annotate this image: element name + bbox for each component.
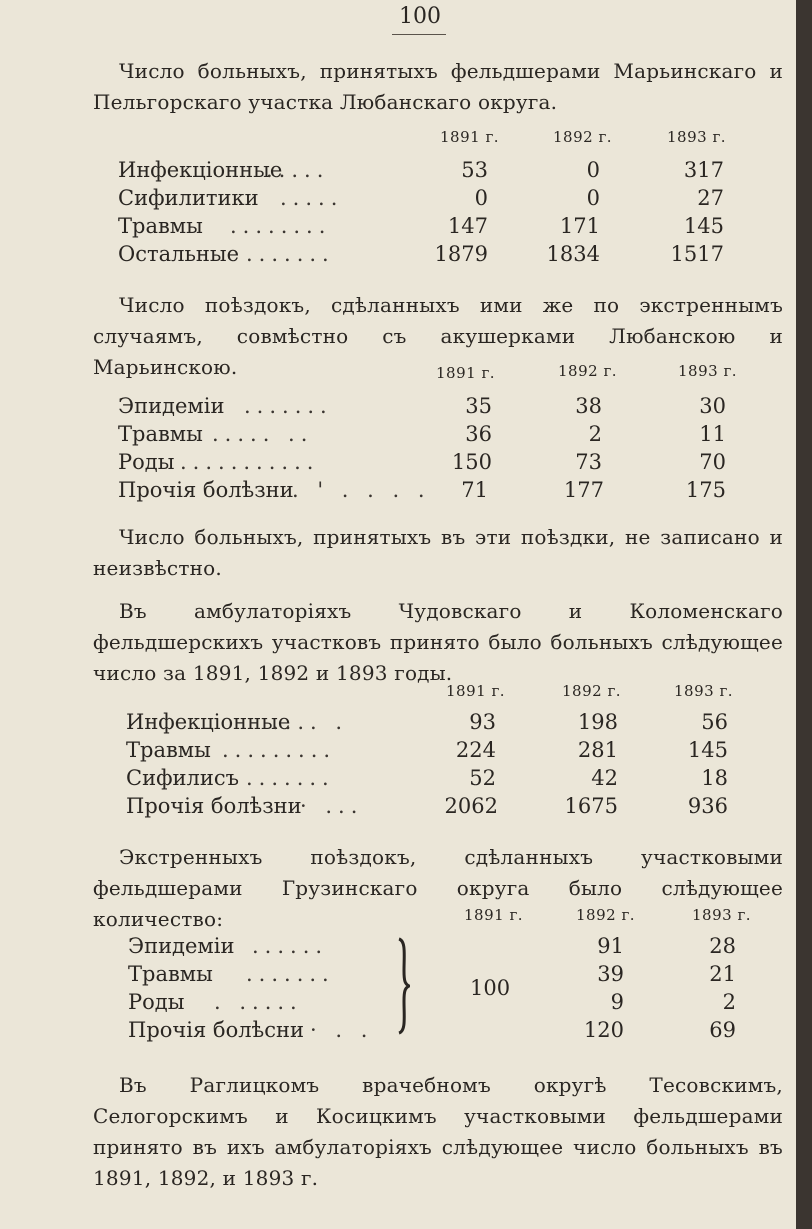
table-row	[0, 766, 796, 794]
cell-value: 18	[701, 766, 728, 790]
year-header: 1893 г.	[667, 128, 727, 146]
leader-dots: ......	[252, 934, 329, 958]
year-header: 1891 г.	[436, 364, 496, 382]
row-label: Травмы	[126, 738, 211, 762]
table-row	[0, 738, 796, 766]
cell-value: 2062	[444, 794, 498, 818]
leader-dots: · ...	[300, 794, 364, 818]
cell-value: 1879	[434, 242, 488, 266]
table-row	[0, 710, 796, 738]
year-header: 1892 г.	[558, 362, 618, 380]
row-label: Прочія болѣзни	[126, 794, 302, 818]
table-row	[0, 214, 796, 242]
cell-value: 27	[697, 186, 724, 210]
cell-value: 42	[591, 766, 618, 790]
page-number-rule	[392, 34, 446, 35]
cell-value: 30	[699, 394, 726, 418]
cell-value: 1834	[546, 242, 600, 266]
table-row	[0, 158, 796, 186]
cell-value: 145	[687, 738, 728, 762]
page-number: 100	[399, 4, 441, 29]
cell-value: 28	[709, 934, 736, 958]
cell-value: 145	[683, 214, 724, 238]
leader-dots: ...........	[180, 450, 320, 474]
leader-dots: .....	[280, 186, 344, 210]
cell-value: 35	[465, 394, 492, 418]
table-row	[0, 422, 796, 450]
cell-value: 1675	[564, 794, 618, 818]
cell-value: 317	[683, 158, 724, 182]
cell-value: 71	[461, 478, 488, 502]
cell-value: 0	[586, 158, 600, 182]
page-edge	[796, 0, 812, 1229]
paragraph-2: Число поѣздокъ, сдѣланныхъ ими же по экстреннымъ случаямъ, совмѣстно съ акушерками Любанскою и Марьинскою.	[93, 293, 783, 379]
cell-value: 224	[455, 738, 496, 762]
year-header: 1892 г.	[553, 128, 613, 146]
row-label: Эпидеміи	[128, 934, 235, 958]
year-header: 1891 г.	[446, 682, 506, 700]
cell-value: 52	[469, 766, 496, 790]
paragraph-1: Число больныхъ, принятыхъ фельдшерами Марьинскаго и Пельгорскаго участка Любанскаго округа.	[93, 59, 783, 114]
leader-dots: .........	[222, 738, 337, 762]
cell-value: 53	[461, 158, 488, 182]
row-label: Инфекціонные	[118, 158, 283, 182]
year-header: 1893 г.	[674, 682, 734, 700]
cell-value: 73	[575, 450, 602, 474]
cell-value: 936	[687, 794, 728, 818]
cell-value: 21	[709, 962, 736, 986]
leader-dots: · . .	[310, 1018, 374, 1042]
cell-value: 175	[685, 478, 726, 502]
paragraph-4: Въ амбулаторіяхъ Чудовскаго и Коломенскаго фельдшерскихъ участковъ принято было больныхъ слѣдующее число за 1891, 1892 и 1893 годы.	[93, 599, 783, 685]
row-label: Травмы	[118, 214, 203, 238]
cell-value: 1517	[670, 242, 724, 266]
row-label: Инфекціонные	[126, 710, 291, 734]
brace-icon	[396, 937, 410, 1035]
table-row	[0, 242, 796, 270]
cell-value: 150	[451, 450, 492, 474]
table-row	[0, 794, 796, 822]
cell-value: 281	[577, 738, 618, 762]
cell-value: 120	[583, 1018, 624, 1042]
cell-value: 2	[588, 422, 602, 446]
cell-value: 38	[575, 394, 602, 418]
row-label: Травмы	[128, 962, 213, 986]
leader-dots: ..... ..	[212, 422, 314, 446]
cell-value: 93	[469, 710, 496, 734]
row-label: Роды	[118, 450, 175, 474]
year-header: 1891 г.	[464, 906, 524, 924]
leader-dots: .......	[246, 766, 335, 790]
row-label: Прочія болѣзни	[118, 478, 294, 502]
row-label: Остальные	[118, 242, 240, 266]
row-label: Сифилитики	[118, 186, 259, 210]
cell-value: 70	[699, 450, 726, 474]
table-row	[0, 394, 796, 422]
cell-value: 39	[597, 962, 624, 986]
cell-value: 36	[465, 422, 492, 446]
table-row	[0, 478, 796, 506]
leader-dots: .......	[246, 962, 335, 986]
cell-value: 0	[586, 186, 600, 210]
merged-1891-value: 100	[470, 976, 511, 1000]
row-label: Сифилисъ	[126, 766, 239, 790]
leader-dots: . .....	[214, 990, 303, 1014]
cell-value: 2	[722, 990, 736, 1014]
cell-value: 147	[447, 214, 488, 238]
row-label: Эпидеміи	[118, 394, 225, 418]
leader-dots: .... .	[272, 710, 349, 734]
row-label: Прочія болѣсни	[128, 1018, 304, 1042]
paragraph-6: Въ Раглицкомъ врачебномъ округѣ Тесовскимъ, Селогорскимъ и Косицкимъ участковыми фельдшерами принято въ ихъ амбулаторіяхъ слѣдующее число больныхъ въ 1891, 1892, и 1893 г.	[93, 1073, 783, 1190]
year-header: 1892 г.	[562, 682, 622, 700]
table-row	[0, 450, 796, 478]
row-label: Роды	[128, 990, 185, 1014]
cell-value: 69	[709, 1018, 736, 1042]
year-header: 1893 г.	[692, 906, 752, 924]
cell-value: 177	[563, 478, 604, 502]
cell-value: 11	[699, 422, 726, 446]
row-label: Травмы	[118, 422, 203, 446]
cell-value: 56	[701, 710, 728, 734]
year-header: 1892 г.	[576, 906, 636, 924]
leader-dots: . ' . . . .	[292, 478, 431, 502]
year-header: 1893 г.	[678, 362, 738, 380]
year-header: 1891 г.	[440, 128, 500, 146]
leader-dots: ........	[230, 214, 332, 238]
cell-value: 91	[597, 934, 624, 958]
cell-value: 0	[474, 186, 488, 210]
leader-dots: .......	[246, 242, 335, 266]
cell-value: 198	[577, 710, 618, 734]
table-row	[0, 186, 796, 214]
leader-dots: .......	[244, 394, 333, 418]
leader-dots: .....	[266, 158, 330, 182]
cell-value: 171	[559, 214, 600, 238]
paragraph-3: Число больныхъ, принятыхъ въ эти поѣздки, не записано и неизвѣстно.	[93, 525, 783, 580]
cell-value: 9	[610, 990, 624, 1014]
paragraph-5: Экстренныхъ поѣздокъ, сдѣланныхъ участковыми фельдшерами Грузинскаго округа было слѣдующее количество:	[93, 845, 783, 931]
